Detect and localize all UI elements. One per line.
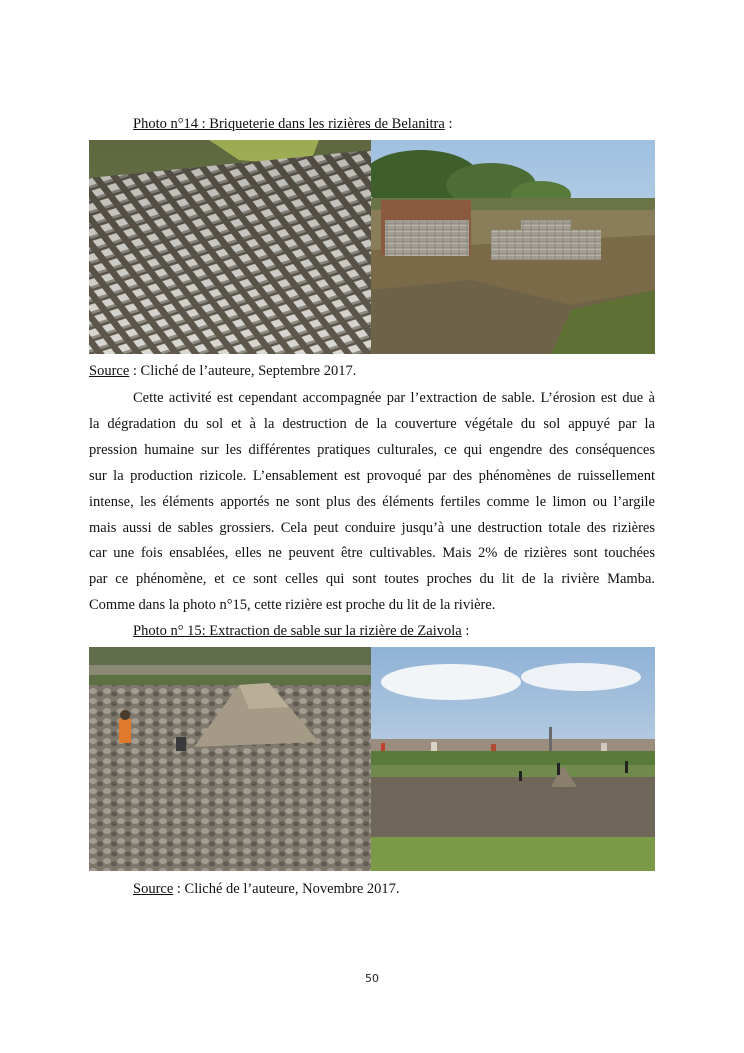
photo15-caption-label: Photo n° 15: Extraction de sable sur la rizière de Zaivola	[133, 623, 462, 639]
photo14-caption-suffix: :	[444, 116, 453, 132]
photo15-sand-pile-image	[89, 647, 371, 871]
paragraph-line: Cette activité est cependant accompagnée par l’extraction de sable. L’érosion est due à	[133, 390, 655, 406]
photo15-caption-suffix: :	[461, 623, 470, 639]
photo14-source-text: : Cliché de l’auteure, Septembre 2017.	[129, 363, 357, 379]
page-number: 50	[365, 972, 379, 985]
photo15-riverbed-field-image	[371, 647, 655, 871]
photo14-source-label: Source	[89, 363, 130, 379]
paragraph-line: pression humaine sur les différentes pratiques culturales, ce qui engendre des conséquences	[89, 441, 655, 458]
paragraph-line: par ce phénomène, et ce sont celles qui sont toutes proches du lit de la rivière Mamba.	[89, 571, 655, 588]
paragraph-line: intense, les éléments apportés ne sont plus des éléments fertiles comme le limon ou l’argile	[89, 493, 655, 510]
photo15-source	[133, 880, 400, 898]
paragraph-line: Comme dans la photo n°15, cette rizière est proche du lit de la rivière.	[89, 597, 496, 614]
photo14-source	[89, 362, 356, 380]
photo15-images	[89, 647, 655, 871]
paragraph-line: sur la production rizicole. L’ensablement est provoqué par des phénomènes de ruissellement	[89, 467, 655, 484]
paragraph-line: car une fois ensablées, elles ne peuvent être cultivables. Mais 2% de rizières sont touchées	[89, 545, 655, 562]
photo15-source-label: Source	[133, 881, 174, 897]
photo15-caption	[133, 622, 469, 640]
photo14-bricks-grid-image	[89, 140, 371, 354]
photo15-source-text: : Cliché de l’auteure, Novembre 2017.	[173, 881, 400, 897]
photo14-caption	[133, 115, 452, 133]
paragraph-line: mais aussi de sables grossiers. Cela peut conduire jusqu’à une destruction totale des rizières	[89, 519, 655, 536]
photo14-images	[89, 140, 655, 354]
body-paragraph	[89, 386, 655, 619]
paragraph-line: la dégradation du sol et à la destruction de la couverture végétale du sol appuyé par la	[89, 415, 655, 432]
photo14-brick-kiln-image	[371, 140, 655, 354]
photo14-caption-label: Photo n°14 : Briqueterie dans les rizières de Belanitra	[133, 116, 445, 132]
